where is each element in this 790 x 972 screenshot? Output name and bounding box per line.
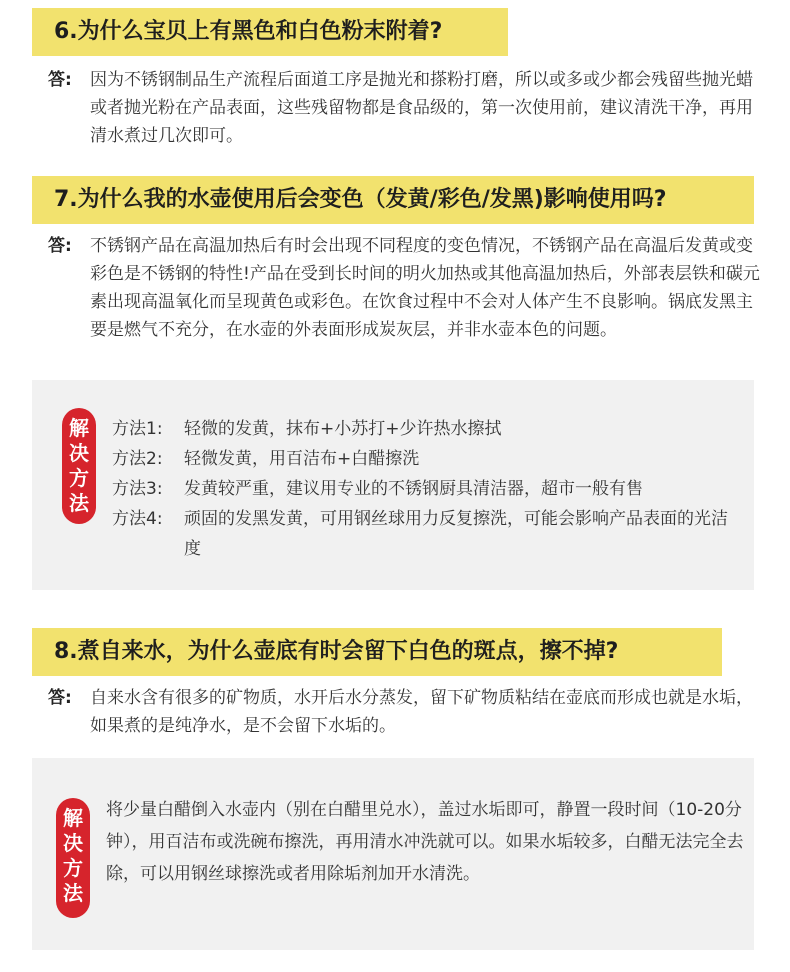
answer-label: 答:	[48, 70, 72, 90]
method-text: 顽固的发黑发黄，可用钢丝球用力反复擦洗，可能会影响产品表面的光洁度	[184, 509, 728, 559]
solution-panel-7	[32, 380, 754, 590]
answer-7	[48, 232, 768, 344]
badge-char: 决	[69, 441, 89, 465]
answer-7-text: 不锈钢产品在高温加热后有时会出现不同程度的变色情况，不锈钢产品在高温后发黄或变彩色是不锈钢的特性!产品在受到长时间的明火加热或其他高温加热后，外部表层铁和碳元素出现高温氧化而呈现黄色或彩色。在饮食过程中不会对人体产生不良影响。锅底发黑主要是燃气不充分，在水壶的外表面形成炭灰层，并非水壶本色的问题。	[90, 236, 760, 340]
method-item	[112, 444, 732, 474]
question-6-title: 6.为什么宝贝上有黑色和白色粉末附着?	[32, 8, 508, 56]
method-label: 方法1:	[112, 419, 163, 439]
answer-6	[48, 66, 768, 150]
methods-list	[112, 414, 732, 564]
solution-panel-8	[32, 758, 754, 950]
badge-char: 方	[63, 856, 83, 880]
method-label: 方法4:	[112, 509, 163, 529]
solution-badge	[62, 408, 96, 524]
question-8-title: 8.煮自来水，为什么壶底有时会留下白色的斑点，擦不掉?	[32, 628, 722, 676]
method-item	[112, 414, 732, 444]
method-text: 发黄较严重，建议用专业的不锈钢厨具清洁器，超市一般有售	[184, 479, 643, 499]
method-label: 方法3:	[112, 479, 163, 499]
method-item	[112, 474, 732, 504]
answer-6-text: 因为不锈钢制品生产流程后面道工序是抛光和搽粉打磨，所以或多或少都会残留些抛光蜡或者抛光粉在产品表面，这些残留物都是食品级的，第一次使用前，建议清洗干净，再用清水煮过几次即可。	[90, 70, 753, 146]
badge-char: 方	[69, 466, 89, 490]
answer-8-text: 自来水含有很多的矿物质，水开后水分蒸发，留下矿物质粘结在壶底而形成也就是水垢，如果煮的是纯净水，是不会留下水垢的。	[90, 688, 753, 736]
badge-char: 决	[63, 831, 83, 855]
solution-badge	[56, 798, 90, 918]
badge-char: 解	[63, 806, 83, 830]
answer-8	[48, 684, 768, 740]
method-text: 轻微发黄，用百洁布+白醋擦洗	[184, 449, 420, 469]
badge-char: 法	[69, 491, 89, 515]
method-text: 轻微的发黄，抹布+小苏打+少许热水擦拭	[184, 419, 502, 439]
solution-text: 将少量白醋倒入水壶内（别在白醋里兑水），盖过水垢即可，静置一段时间（10-20分钟），用百洁布或洗碗布擦洗，再用清水冲洗就可以。如果水垢较多，白醋无法完全去除，可以用钢丝球擦洗或者用除垢剂加开水清洗。	[106, 800, 744, 884]
method-label: 方法2:	[112, 449, 163, 469]
answer-label: 答:	[48, 236, 72, 256]
question-7-title: 7.为什么我的水壶使用后会变色（发黄/彩色/发黑)影响使用吗?	[32, 176, 754, 224]
badge-char: 法	[63, 881, 83, 905]
answer-label: 答:	[48, 688, 72, 708]
badge-char: 解	[69, 416, 89, 440]
method-item	[112, 504, 732, 564]
